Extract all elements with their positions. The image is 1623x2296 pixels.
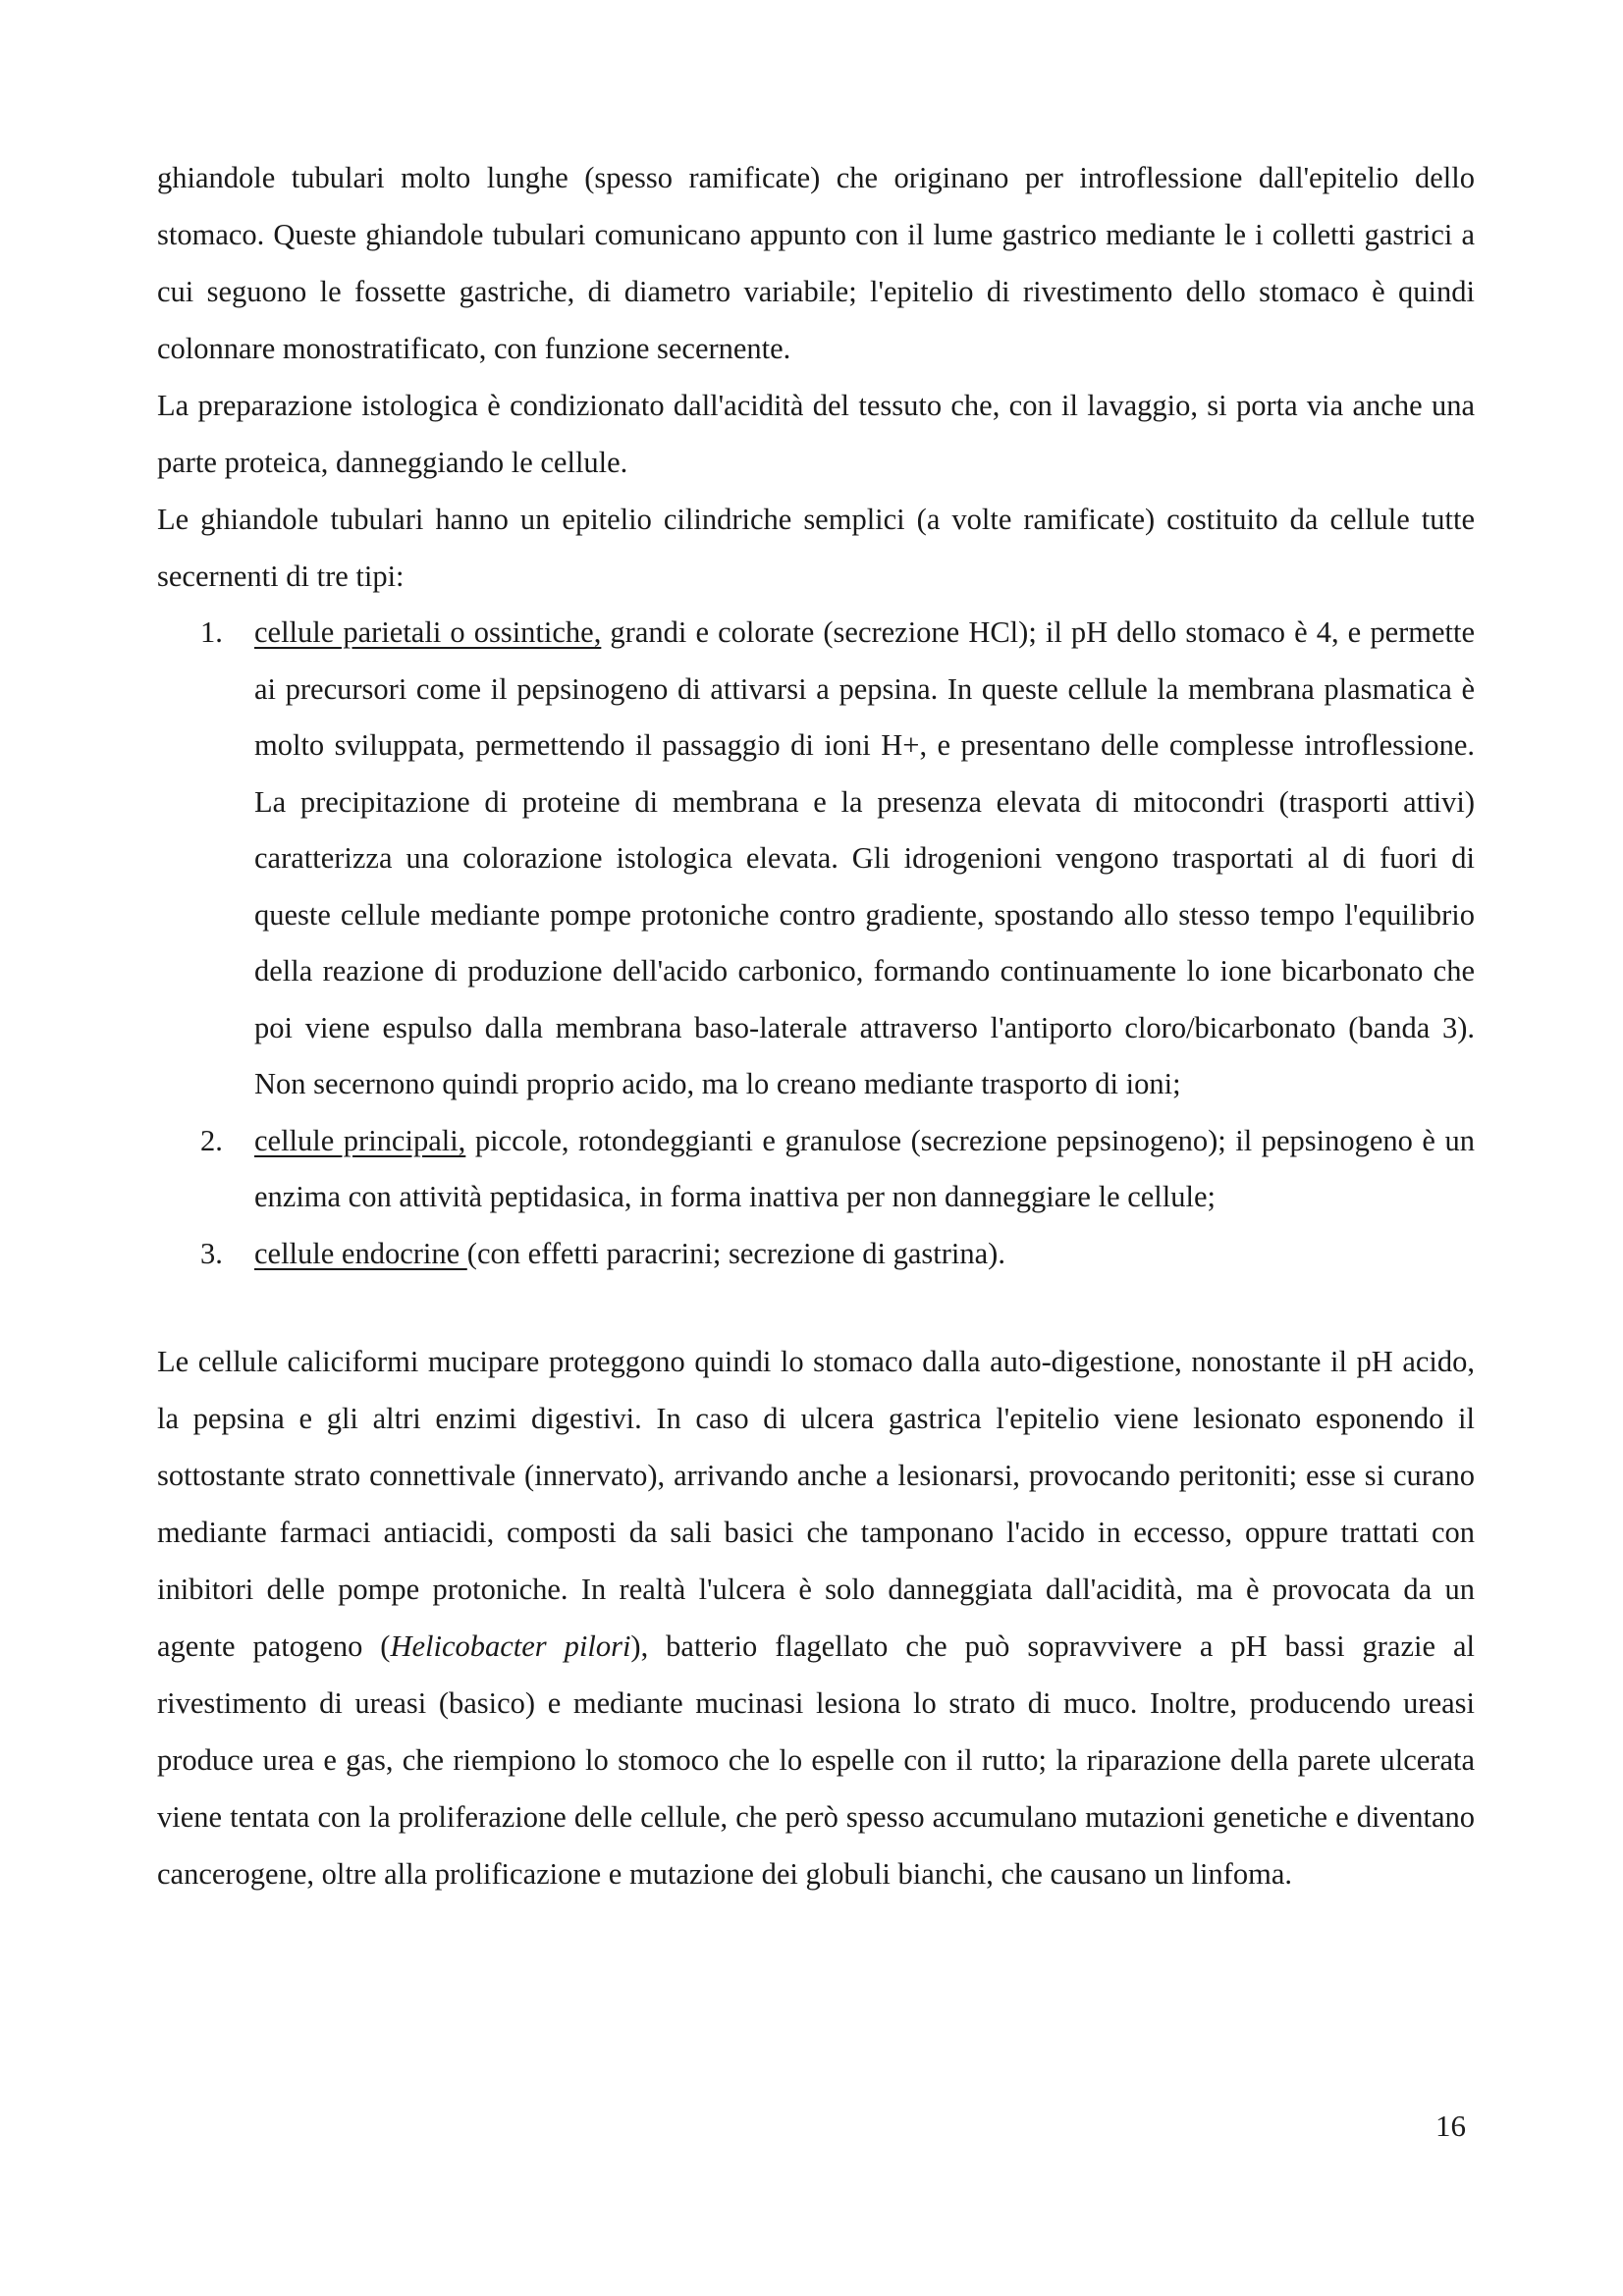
list-term: cellule endocrine [254, 1236, 467, 1270]
cell-types-list [157, 605, 1475, 1282]
paragraph-glands: ghiandole tubulari molto lunghe (spesso ramificate) che originano per introflessione dall'epitelio dello stomaco. Queste ghiandole tubulari comunicano appunto con il lume gastrico mediante le i colletti gastrici a cui seguono le fossette gastriche, di diametro variabile; l'epitelio di rivestimento dello stomaco è quindi colonnare monostratificato, con funzione secernente. [157, 161, 1475, 365]
list-number: 1. [200, 615, 223, 649]
ulcer-text-before: Le cellule caliciformi mucipare proteggono quindi lo stomaco dalla auto-digestione, nonostante il pH acido, la pepsina e gli altri enzimi digestivi. In caso di ulcera gastrica l'epitelio viene lesionato esponendo il sottostante strato connettivale (innervato), arrivando anche a lesionarsi, provocando peritoniti; esse si curano mediante farmaci antiacidi, composti da sali basici che tamponano l'acido in eccesso, oppure trattati con inibitori delle pompe protoniche. In realtà l'ulcera è solo danneggiata dall'acidità, ma è provocata da un agente patogeno ( [157, 1345, 1475, 1663]
paragraph-histology: La preparazione istologica è condizionato dall'acidità del tessuto che, con il lavaggio, si porta via anche una parte proteica, danneggiando le cellule. [157, 389, 1475, 479]
list-item [200, 1226, 1475, 1283]
paragraph-spacer [157, 1282, 1475, 1333]
page-number: 16 [1435, 2109, 1466, 2143]
list-number: 2. [200, 1123, 223, 1157]
pathogen-name: Helicobacter pilori [390, 1629, 631, 1663]
list-text: grandi e colorate (secrezione HCl); il pH dello stomaco è 4, e permette ai precursori come il pepsinogeno di attivarsi a pepsina. In queste cellule la membrana plasmatica è molto sviluppata, permettendo il passaggio di ioni H+, e presentano delle complesse introflessione. La precipitazione di proteine di membrana e la presenza elevata di mitocondri (trasporti attivi) caratterizza una colorazione istologica elevata. Gli idrogenioni vengono trasportati al di fuori di queste cellule mediante pompe protoniche contro gradiente, spostando allo stesso tempo l'equilibrio della reazione di produzione dell'acido carbonico, formando continuamente lo ione bicarbonato che poi viene espulso dalla membrana baso-laterale attraverso l'antiporto cloro/bicarbonato (banda 3). Non secernono quindi proprio acido, ma lo creano mediante trasporto di ioni; [254, 615, 1476, 1100]
list-term: cellule principali, [254, 1123, 466, 1157]
page-content [157, 149, 1475, 1902]
ulcer-text-after: ), batterio flagellato che può sopravvivere a pH bassi grazie al rivestimento di ureasi (basico) e mediante mucinasi lesiona lo strato di muco. Inoltre, producendo ureasi produce urea e gas, che riempiono lo stomoco che lo espelle con il rutto; la riparazione della parete ulcerata viene tentata con la proliferazione delle cellule, che però spesso accumulano mutazioni genetiche e diventano cancerogene, oltre alla prolificazione e mutazione dei globuli bianchi, che causano un linfoma. [157, 1629, 1475, 1891]
paragraph-gland-types: Le ghiandole tubulari hanno un epitelio cilindriche semplici (a volte ramificate) costituito da cellule tutte secernenti di tre tipi: [157, 503, 1475, 593]
list-number: 3. [200, 1236, 223, 1270]
list-text: piccole, rotondeggianti e granulose (secrezione pepsinogeno); il pepsinogeno è un enzima con attività peptidasica, in forma inattiva per non danneggiare le cellule; [254, 1123, 1475, 1213]
list-item [200, 605, 1476, 1113]
list-text: (con effetti paracrini; secrezione di gastrina). [466, 1236, 1005, 1270]
list-item [200, 1113, 1475, 1226]
paragraph-ulcer [157, 1333, 1475, 1902]
list-term: cellule parietali o ossintiche, [254, 615, 602, 649]
